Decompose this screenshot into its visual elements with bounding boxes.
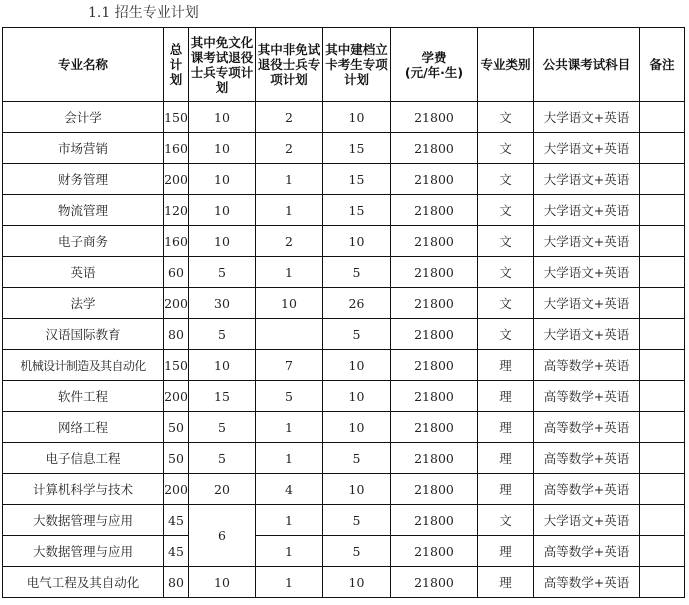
header-fee-line2: (元/年·生) [404,64,464,80]
table-row [3,505,685,536]
cell-free-exam: 5 [189,257,256,288]
header-subjects: 公共课考试科目 [534,28,640,102]
cell-subjects: 高等数学+英语 [534,536,640,567]
cell-category: 文 [478,505,534,536]
cell-notes [640,505,685,536]
cell-subjects: 高等数学+英语 [534,381,640,412]
cell-subjects: 大学语文+英语 [534,288,640,319]
cell-notes [640,133,685,164]
cell-category: 文 [478,164,534,195]
cell-non-free: 1 [256,505,323,536]
cell-non-free: 5 [256,381,323,412]
cell-notes [640,319,685,350]
cell-non-free: 1 [256,164,323,195]
header-free-exam: 其中免文化课考试退役士兵专项计划 [189,28,256,102]
cell-total: 150 [164,350,189,381]
table-row [3,164,685,195]
cell-free-exam: 5 [189,319,256,350]
section-title: 1.1 招生专业计划 [88,5,199,21]
cell-notes [640,381,685,412]
cell-subjects: 高等数学+英语 [534,443,640,474]
cell-fee: 21800 [391,226,478,257]
cell-fee: 21800 [391,195,478,226]
cell-total: 45 [164,505,189,536]
cell-card: 26 [323,288,391,319]
cell-category: 文 [478,133,534,164]
cell-free-exam: 30 [189,288,256,319]
cell-card: 10 [323,567,391,598]
table-row [3,536,685,567]
cell-notes [640,412,685,443]
table-row [3,195,685,226]
cell-notes [640,164,685,195]
cell-major: 财务管理 [3,164,164,195]
cell-card: 5 [323,257,391,288]
cell-card: 10 [323,412,391,443]
cell-major: 汉语国际教育 [3,319,164,350]
cell-non-free [256,319,323,350]
cell-category: 理 [478,350,534,381]
cell-free-exam: 10 [189,195,256,226]
cell-non-free: 1 [256,195,323,226]
cell-total: 45 [164,536,189,567]
cell-category: 文 [478,102,534,133]
header-non-free: 其中非免试退役士兵专项计划 [256,28,323,102]
header-notes: 备注 [640,28,685,102]
cell-fee: 21800 [391,257,478,288]
cell-card: 15 [323,164,391,195]
cell-free-exam: 5 [189,412,256,443]
cell-major: 电子商务 [3,226,164,257]
table-row [3,319,685,350]
cell-category: 理 [478,381,534,412]
cell-category: 文 [478,226,534,257]
cell-card: 5 [323,319,391,350]
cell-free-exam: 10 [189,226,256,257]
cell-subjects: 高等数学+英语 [534,412,640,443]
cell-non-free: 2 [256,102,323,133]
table-row [3,412,685,443]
header-category: 专业类别 [478,28,534,102]
cell-total: 200 [164,164,189,195]
cell-total: 200 [164,288,189,319]
table-row [3,133,685,164]
header-row [3,28,685,102]
cell-free-exam: 10 [189,350,256,381]
cell-total: 50 [164,443,189,474]
cell-category: 理 [478,443,534,474]
cell-major: 软件工程 [3,381,164,412]
cell-non-free: 2 [256,226,323,257]
table-row [3,226,685,257]
cell-card: 5 [323,536,391,567]
cell-major: 计算机科学与技术 [3,474,164,505]
cell-major: 网络工程 [3,412,164,443]
cell-category: 理 [478,474,534,505]
cell-category: 理 [478,536,534,567]
cell-notes [640,536,685,567]
cell-card: 10 [323,381,391,412]
cell-notes [640,288,685,319]
cell-total: 160 [164,226,189,257]
cell-total: 50 [164,412,189,443]
cell-fee: 21800 [391,505,478,536]
cell-card: 15 [323,133,391,164]
cell-non-free: 1 [256,536,323,567]
cell-fee: 21800 [391,443,478,474]
cell-free-exam: 5 [189,443,256,474]
cell-major: 会计学 [3,102,164,133]
cell-non-free: 2 [256,133,323,164]
cell-category: 文 [478,257,534,288]
enrollment-plan-table [2,27,685,598]
cell-card: 15 [323,195,391,226]
cell-major: 英语 [3,257,164,288]
cell-free-exam: 15 [189,381,256,412]
cell-notes [640,102,685,133]
table-row [3,257,685,288]
cell-card: 10 [323,102,391,133]
table-row [3,102,685,133]
cell-major: 电子信息工程 [3,443,164,474]
cell-notes [640,226,685,257]
cell-fee: 21800 [391,412,478,443]
cell-fee: 21800 [391,474,478,505]
cell-subjects: 高等数学+英语 [534,350,640,381]
cell-major: 大数据管理与应用 [3,536,164,567]
cell-notes [640,443,685,474]
header-card: 其中建档立卡考生专项计划 [323,28,391,102]
cell-subjects: 大学语文+英语 [534,257,640,288]
cell-total: 60 [164,257,189,288]
cell-non-free: 7 [256,350,323,381]
cell-fee: 21800 [391,350,478,381]
table-row [3,350,685,381]
cell-non-free: 1 [256,443,323,474]
cell-total: 200 [164,474,189,505]
table-row [3,288,685,319]
cell-fee: 21800 [391,288,478,319]
cell-notes [640,195,685,226]
cell-major: 电气工程及其自动化 [3,567,164,598]
table-row [3,381,685,412]
cell-subjects: 大学语文+英语 [534,319,640,350]
cell-fee: 21800 [391,133,478,164]
cell-free-exam: 10 [189,133,256,164]
cell-free-exam-merged: 6 [189,505,256,567]
cell-category: 理 [478,412,534,443]
cell-non-free: 1 [256,567,323,598]
cell-fee: 21800 [391,102,478,133]
cell-card: 10 [323,350,391,381]
cell-category: 文 [478,288,534,319]
cell-category: 文 [478,319,534,350]
cell-subjects: 大学语文+英语 [534,505,640,536]
header-fee-line1: 学费 [421,49,447,65]
cell-subjects: 大学语文+英语 [534,102,640,133]
cell-card: 10 [323,226,391,257]
cell-total: 80 [164,319,189,350]
cell-major: 机械设计制造及其自动化 [3,350,164,381]
cell-subjects: 大学语文+英语 [534,133,640,164]
cell-total: 80 [164,567,189,598]
cell-total: 160 [164,133,189,164]
cell-notes [640,474,685,505]
cell-card: 5 [323,505,391,536]
header-major: 专业名称 [3,28,164,102]
cell-major: 法学 [3,288,164,319]
cell-total: 120 [164,195,189,226]
cell-major: 市场营销 [3,133,164,164]
cell-subjects: 高等数学+英语 [534,567,640,598]
header-total: 总计划 [164,28,189,102]
cell-free-exam: 10 [189,164,256,195]
cell-notes [640,257,685,288]
table-row [3,474,685,505]
header-fee [391,28,478,102]
cell-card: 10 [323,474,391,505]
cell-subjects: 高等数学+英语 [534,474,640,505]
cell-fee: 21800 [391,164,478,195]
cell-total: 150 [164,102,189,133]
cell-non-free: 4 [256,474,323,505]
table-row [3,567,685,598]
cell-subjects: 大学语文+英语 [534,226,640,257]
cell-non-free: 1 [256,412,323,443]
cell-category: 理 [478,567,534,598]
cell-subjects: 大学语文+英语 [534,164,640,195]
cell-non-free: 10 [256,288,323,319]
cell-free-exam: 20 [189,474,256,505]
cell-major: 大数据管理与应用 [3,505,164,536]
cell-category: 文 [478,195,534,226]
cell-free-exam: 10 [189,102,256,133]
cell-free-exam: 10 [189,567,256,598]
cell-fee: 21800 [391,381,478,412]
cell-notes [640,350,685,381]
cell-fee: 21800 [391,567,478,598]
table-row [3,443,685,474]
cell-notes [640,567,685,598]
cell-total: 200 [164,381,189,412]
cell-non-free: 1 [256,257,323,288]
cell-major: 物流管理 [3,195,164,226]
cell-fee: 21800 [391,319,478,350]
cell-fee: 21800 [391,536,478,567]
cell-card: 5 [323,443,391,474]
cell-subjects: 大学语文+英语 [534,195,640,226]
